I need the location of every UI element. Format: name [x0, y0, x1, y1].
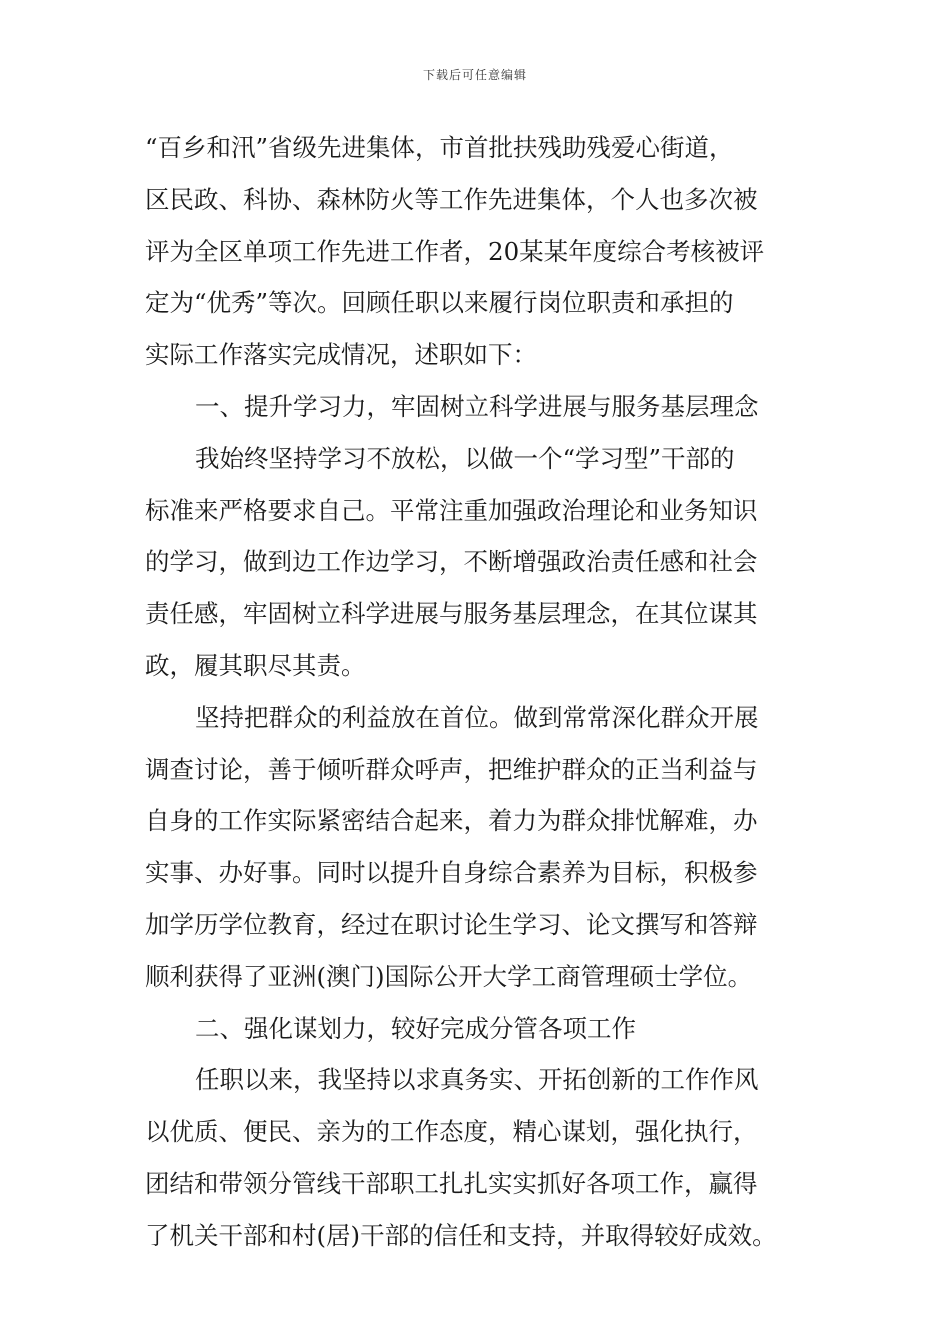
text-line: 以优质、便民、亲为的工作态度，精心谋划，强化执行， [145, 1117, 758, 1147]
text-line: 实际工作落实完成情况，述职如下： [145, 340, 537, 370]
text-line: 一、提升学习力，牢固树立科学进展与服务基层理念 [195, 391, 759, 421]
text-line: 自身的工作实际紧密结合起来，着力为群众排忧解难，办 [145, 806, 758, 836]
text-line: 评为全区单项工作先进工作者，20某某年度综合考核被评 [145, 236, 765, 266]
text-line: 政，履其职尽其责。 [145, 650, 366, 680]
text-line: 顺利获得了亚洲(澳门)国际公开大学工商管理硕士学位。 [145, 961, 753, 991]
text-line: 二、强化谋划力，较好完成分管各项工作 [195, 1013, 636, 1043]
text-line: 实事、办好事。同时以提升自身综合素养为目标，积极参 [145, 858, 758, 888]
page-header: 下载后可任意编辑 [422, 68, 527, 82]
text-line: 定为“优秀”等次。回顾任职以来履行岗位职责和承担的 [145, 288, 734, 318]
text-line: 坚持把群众的利益放在首位。做到常常深化群众开展 [195, 702, 759, 732]
text-line: 责任感，牢固树立科学进展与服务基层理念，在其位谋其 [145, 599, 758, 629]
text-line: 调查讨论，善于倾听群众呼声，把维护群众的正当利益与 [145, 754, 758, 784]
text-line: “百乡和汛”省级先进集体，市首批扶残助残爱心街道， [145, 133, 734, 162]
text-line: 的学习，做到边工作边学习，不断增强政治责任感和社会 [145, 547, 758, 577]
text-line: 加学历学位教育，经过在职讨论生学习、论文撰写和答辩 [145, 909, 758, 939]
document-body [145, 122, 809, 1262]
text-line: 区民政、科协、森林防火等工作先进集体，个人也多次被 [145, 184, 758, 214]
text-line: 任职以来，我坚持以求真务实、开拓创新的工作作风 [195, 1065, 759, 1095]
text-line: 标准来严格要求自己。平常注重加强政治理论和业务知识 [145, 495, 758, 525]
text-line: 团结和带领分管线干部职工扎扎实实抓好各项工作，赢得 [145, 1168, 758, 1198]
text-line: 我始终坚持学习不放松，以做一个“学习型”干部的 [195, 443, 735, 473]
text-line: 了机关干部和村(居)干部的信任和支持，并取得较好成效。 [145, 1220, 777, 1250]
